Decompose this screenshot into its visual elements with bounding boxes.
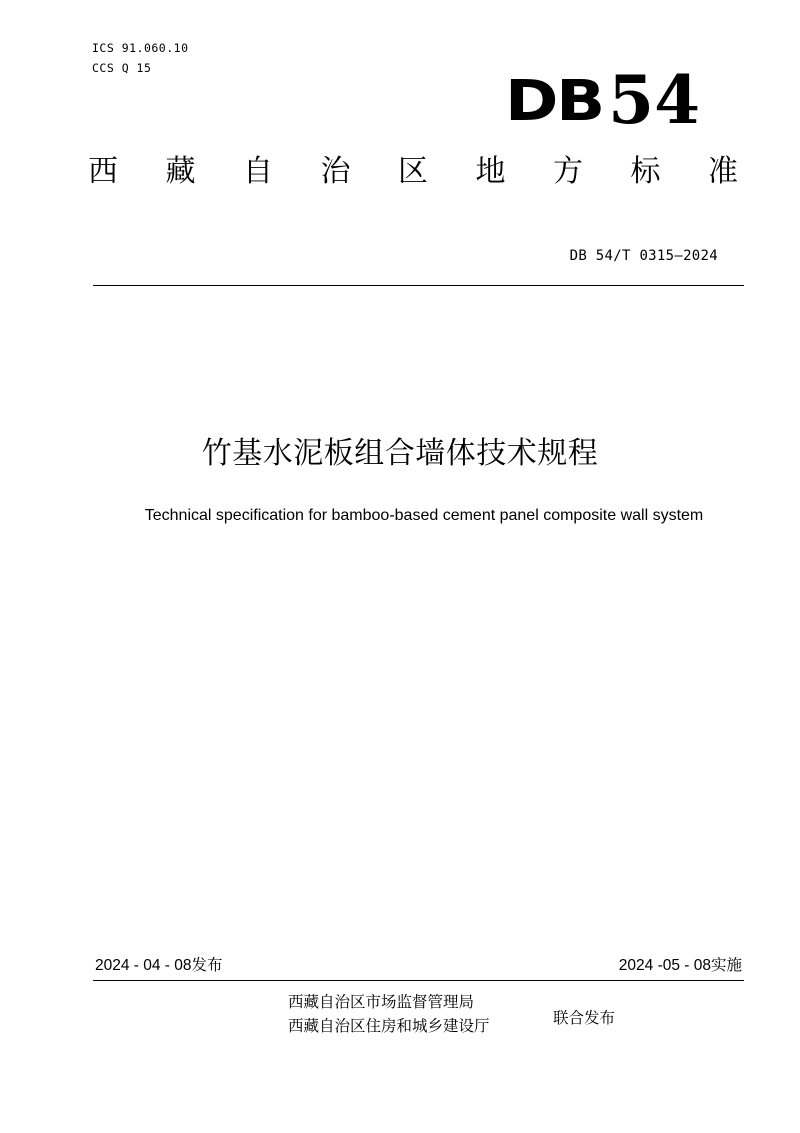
- standard-type-char: 准: [708, 154, 738, 189]
- standard-type-char: 治: [320, 154, 351, 189]
- standard-type-char: 自: [243, 154, 273, 189]
- standard-type-char: 西: [88, 154, 118, 189]
- issue-date: 2024 - 04 - 08发布: [95, 957, 223, 974]
- issuing-authorities: [288, 990, 490, 1038]
- joint-issue-label: 联合发布: [553, 1009, 616, 1027]
- db-logo-letters: DB: [505, 69, 603, 134]
- document-title-cn: 竹基水泥板组合墙体技术规程: [201, 436, 599, 471]
- classification-codes: [92, 38, 189, 78]
- standard-code: DB 54/T 0315—2024: [569, 248, 718, 264]
- db-logo-number: 54: [608, 61, 701, 139]
- bottom-divider: [93, 980, 744, 981]
- standard-type-char: 地: [475, 154, 506, 189]
- standard-type-char: 藏: [165, 154, 196, 189]
- standard-type-char: 区: [398, 154, 428, 189]
- document-title-en: Technical specification for bamboo-based cement panel composite wall system: [144, 507, 704, 524]
- standard-type-char: 方: [553, 154, 583, 189]
- issuer-market-regulation: 西藏自治区市场监督管理局: [288, 993, 475, 1011]
- standard-type-char: 标: [630, 154, 661, 189]
- ccs-code: CCS Q 15: [92, 61, 152, 75]
- db-logo: [505, 60, 701, 139]
- standard-type-heading: [88, 152, 738, 192]
- ics-code: ICS 91.060.10: [92, 41, 189, 55]
- implementation-date: 2024 -05 - 08实施: [618, 957, 742, 974]
- top-divider: [93, 285, 744, 286]
- issuer-housing-construction: 西藏自治区住房和城乡建设厅: [288, 1017, 490, 1035]
